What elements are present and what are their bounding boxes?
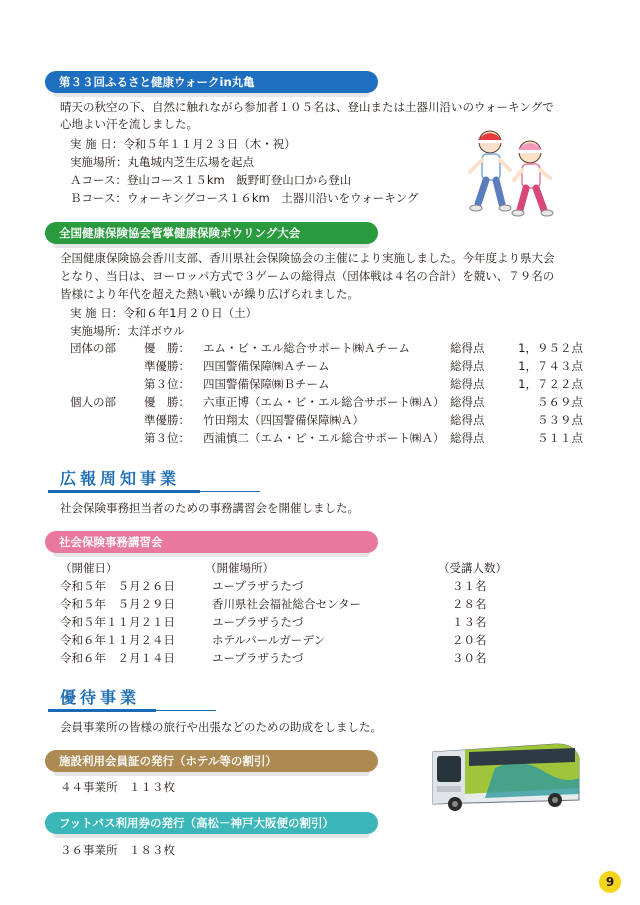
hotel-card-value: ４４事業所 １１３枚 (60, 780, 175, 794)
walkers-illustration (462, 120, 562, 220)
bowling-venue: 実施場所：太洋ボウル (70, 324, 185, 338)
benefit-title-underline (48, 709, 156, 712)
bowling-header: 全国健康保険協会管掌健康保険ボウリング大会 (45, 222, 378, 244)
bowling-intro-line-3: 皆様により年代を超えた熱い戦いが繰り広げられました。 (60, 287, 359, 301)
hotel-card-header: 施設利用会員証の発行（ホテル等の割引） (45, 750, 378, 772)
table-row: 令和５年 ５月２６日 ユープラザうたづ ３１名 (60, 579, 487, 593)
pr-section-title: 広報周知事業 (60, 469, 181, 488)
result-row: 第３位： 西浦慎二（エム・ビ・エル総合サポート㈱Ａ） 総得点 ５１１点 (144, 431, 583, 445)
table-row: 令和５年 ５月２９日 香川県社会福祉総合センター ２８名 (60, 597, 487, 611)
bowling-intro-line-1: 全国健康保険協会香川支部、香川県社会保険協会の主催により実施しました。今年度より県大会 (60, 251, 555, 265)
seminar-table-header: （開催日） （開催場所） （受講人数） (60, 561, 507, 575)
benefit-intro: 会員事業所の皆様の旅行や出張などのための助成をしました。 (60, 720, 382, 734)
walk-intro-line-2: 心地よい汗を流しました。 (60, 117, 198, 131)
walk-header: 第３３回ふるさと健康ウォークin丸亀 (45, 71, 378, 93)
walk-venue: 実施場所：丸亀城内芝生広場を起点 (70, 155, 254, 169)
page-number: 9 (599, 871, 621, 893)
walk-date: 実 施 日：令和５年１１月２３日（木・祝） (70, 137, 296, 151)
bus-illustration (425, 738, 585, 816)
bowling-date: 実 施 日：令和６年1月２０日（土） (70, 306, 258, 320)
walk-course-b: Ｂコース：ウォーキングコース１６km 土器川沿いをウォーキング (70, 191, 419, 205)
seminar-table (0, 559, 640, 669)
result-row: 準優勝： 竹田翔太（四国警備保障㈱Ａ） 総得点 ５３９点 (144, 413, 583, 427)
result-row: 団体の部 優 勝： エム・ビ・エル総合サポート㈱Ａチーム 総得点 1，９５２点 (70, 341, 583, 355)
table-row: 令和５年１１月２１日 ユープラザうたづ １３名 (60, 615, 487, 629)
pr-intro: 社会保険事務担当者のための事務講習会を開催しました。 (60, 501, 359, 515)
walk-course-a: Ａコース：登山コース１５km 飯野町登山口から登山 (70, 173, 352, 187)
bus-ticket-header: フットバス利用券の発行（高松－神戸大阪便の割引） (45, 812, 378, 834)
result-row: 第３位： 四国警備保障㈱Ｂチーム 総得点 1，７２２点 (144, 377, 583, 391)
result-row: 個人の部 優 勝： 六車正博（エム・ビ・エル総合サポート㈱Ａ） 総得点 ５６９点 (70, 395, 583, 409)
bus-ticket-value: ３６事業所 １８３枚 (60, 843, 175, 857)
table-row: 令和６年１１月２４日 ホテルパールガーデン ２０名 (60, 633, 487, 647)
benefit-section-title: 優待事業 (60, 688, 141, 707)
pr-title-underline (48, 490, 200, 493)
table-row: 令和６年 ２月１４日 ユープラザうたづ ３０名 (60, 651, 487, 665)
result-row: 準優勝： 四国警備保障㈱Ａチーム 総得点 1，７４３点 (144, 359, 583, 373)
walk-intro-line-1: 晴天の秋空の下、自然に触れながら参加者１０５名は、登山または土器川沿いのウォーキングで (60, 100, 554, 114)
seminar-header: 社会保険事務講習会 (45, 531, 378, 553)
bowling-results (0, 339, 640, 449)
bowling-intro-line-2: となり、当日は、ヨーロッパ方式で３ゲームの総得点（団体戦は４名の合計）を競い、７９名の (60, 269, 555, 283)
